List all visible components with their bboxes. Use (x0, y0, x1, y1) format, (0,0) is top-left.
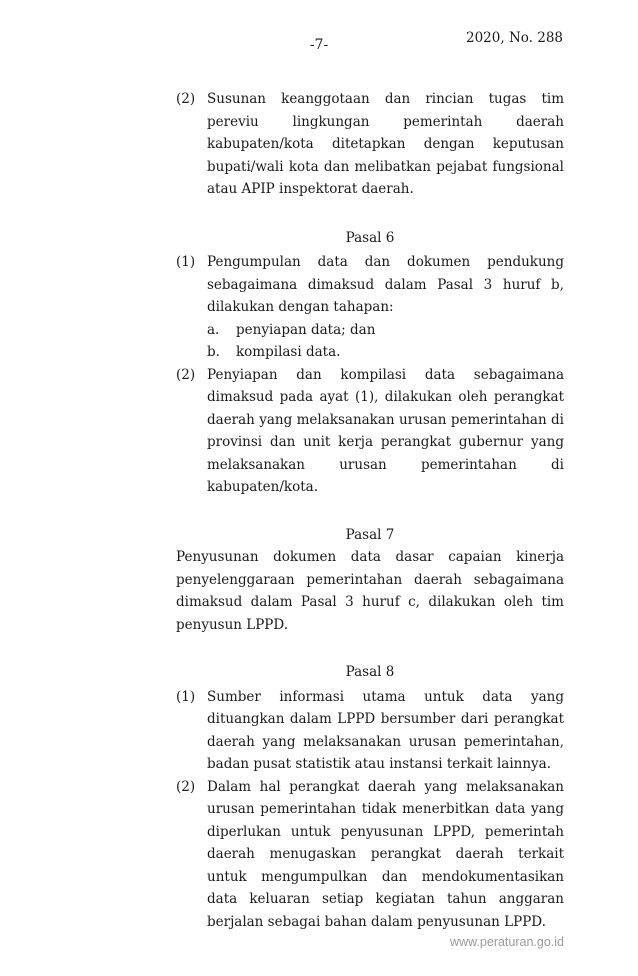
sub-item-text: penyiapan data; dan (236, 321, 376, 338)
sub-item-b (207, 341, 564, 364)
sub-item-text: kompilasi data. (236, 344, 341, 360)
item-text: Sumber informasi utama untuk data yang dituangkan dalam LPPD bersumber dari perangkat daerah yang melaksanakan urusan pemerintahan, badan pusat statistik atau instansi terkait lainnya. (207, 688, 564, 772)
pasal-7-heading: Pasal 7 (345, 526, 395, 543)
pasal-6-item-1 (176, 251, 564, 364)
watermark-url: www.peraturan.go.id (450, 935, 564, 949)
item-number: (1) (176, 254, 196, 270)
item-text: Susunan keanggotaan dan rincian tugas tim pereviu lingkungan pemerintah daerah kabupaten/kota ditetapkan dengan keputusan bupati/wali kota dan melibatkan pejabat fungsional atau APIP inspektorat daerah. (207, 91, 564, 197)
pasal-6-item-2 (176, 364, 564, 499)
sub-item-letter: b. (207, 344, 220, 360)
sub-item-a (207, 319, 564, 342)
pasal-8-heading: Pasal 8 (345, 664, 395, 680)
document-body (176, 88, 564, 933)
page-number: -7- (309, 37, 329, 53)
item-number: (2) (176, 366, 196, 383)
sub-item-letter: a. (207, 321, 220, 338)
pasal-7-text: Penyusunan dokumen data dasar capaian kinerja penyelenggaraan pemerintahan daerah sebagaimana dimaksud dalam Pasal 3 huruf c, dilakukan oleh tim penyusun LPPD. (176, 549, 564, 633)
item-text: Penyiapan dan kompilasi data sebagaimana dimaksud pada ayat (1), dilakukan oleh perangkat daerah yang melaksanakan urusan pemerintahan di provinsi dan unit kerja perangkat gubernur yang melaksanakan urusan pemerintahan di kabupaten/kota. (207, 366, 564, 495)
item-text: Dalam hal perangkat daerah yang melaksanakan urusan pemerintahan tidak menerbitkan data yang diperlukan untuk penyusunan LPPD, pemerintah daerah menugaskan perangkat daerah terkait untuk mengumpulkan dan mendokumentasikan data keluaran setiap kegiatan tahun anggaran berjalan sebagai bahan dalam penyusunan LPPD. (207, 778, 564, 930)
item-body (207, 251, 564, 364)
pasal-8-item-2 (176, 776, 564, 934)
item-number: (1) (176, 688, 196, 705)
item-text: Pengumpulan data dan dokumen pendukung sebagaimana dimaksud dalam Pasal 3 huruf b, dilakukan dengan tahapan: (207, 254, 564, 315)
intro-item-2 (176, 88, 564, 201)
pasal-6-heading: Pasal 6 (345, 229, 395, 246)
document-reference: 2020, No. 288 (466, 30, 563, 46)
pasal-8-item-1 (176, 686, 564, 776)
item-number: (2) (176, 91, 196, 107)
item-number: (2) (176, 778, 196, 795)
